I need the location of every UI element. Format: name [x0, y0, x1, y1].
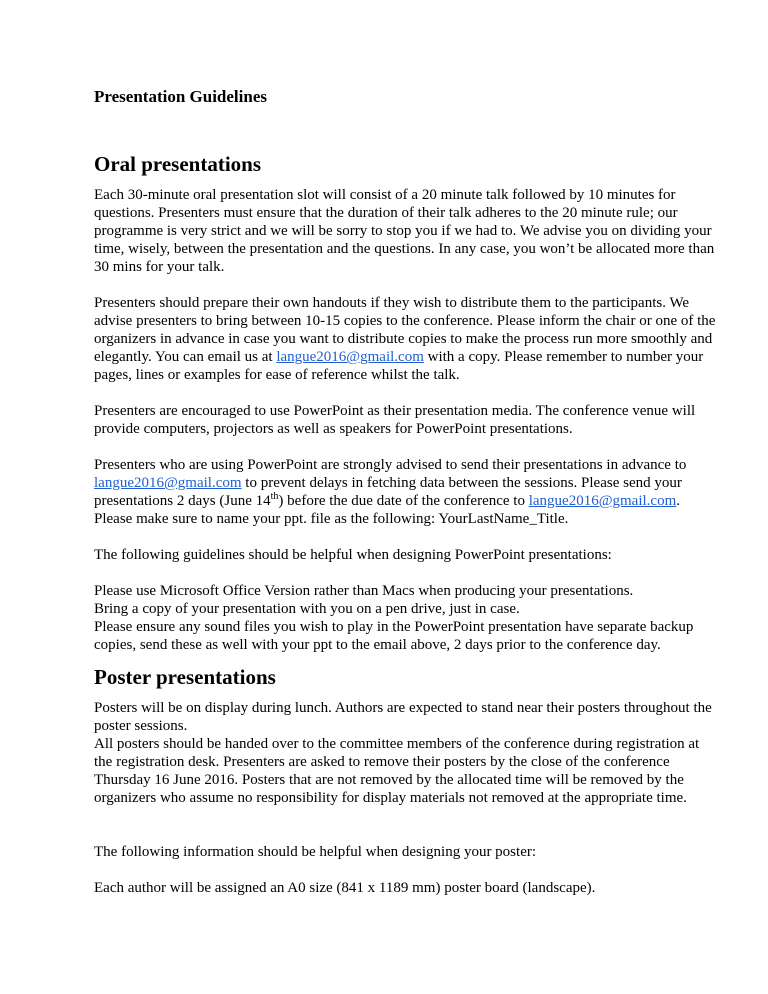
oral-paragraph-guidelines-intro: The following guidelines should be helpful when designing PowerPoint presentations:: [94, 547, 612, 563]
oral-paragraph-handouts: [94, 294, 718, 384]
poster-paragraph-design-intro: The following information should be helpful when designing your poster:: [94, 844, 537, 860]
handouts-text-before: Presenters should prepare their own handouts if they wish to distribute them to the participants. We advise presenters to bring between 10-15 copies to the conference. Please inform the chair or one of the organizers in advance in case you want to distribute copies to make the process run more smoothly and elegantly. You can email us at: [94, 295, 716, 365]
guideline-item-sound-files: Please ensure any sound files you wish to play in the PowerPoint presentation have separate backup copies, send these as well with your ppt to the email above, 2 days prior to the conference day.: [94, 619, 694, 653]
oral-paragraph-send-presentations: [94, 456, 718, 528]
send-text-d: . Please make sure to name your ppt. file as the following: YourLastName_Title.: [94, 493, 681, 527]
oral-paragraph-powerpoint: Presenters are encouraged to use PowerPoint as their presentation media. The conference venue will provide computers, projectors as well as speakers for PowerPoint presentations.: [94, 403, 696, 437]
email-link-advance[interactable]: langue2016@gmail.com: [94, 475, 242, 491]
oral-presentations-heading: Oral presentations: [94, 152, 262, 176]
email-link-due-date[interactable]: langue2016@gmail.com: [528, 493, 677, 509]
send-text-c: ) before the due date of the conference to: [278, 493, 529, 509]
send-text-b: to prevent delays in fetching data between the sessions. Please send your presentations 2 days (June 14: [94, 475, 682, 509]
guideline-item-pen-drive: Bring a copy of your presentation with you on a pen drive, just in case.: [94, 601, 520, 617]
email-link-handouts[interactable]: langue2016@gmail.com: [276, 349, 424, 365]
poster-presentations-heading: Poster presentations: [94, 665, 276, 689]
poster-paragraph-board-size: Each author will be assigned an A0 size (841 x 1189 mm) poster board (landscape).: [94, 880, 596, 896]
guideline-item-microsoft-office: Please use Microsoft Office Version rather than Macs when producing your presentations.: [94, 583, 634, 599]
send-text-a: Presenters who are using PowerPoint are strongly advised to send their presentations in advance to: [94, 457, 687, 473]
document-title: Presentation Guidelines: [94, 87, 267, 106]
poster-paragraph-handover: All posters should be handed over to the committee members of the conference during registration at the registration desk. Presenters are asked to remove their posters by the close of the conference Thursday 16 June 2016. Posters that are not removed by the allocated time will be removed by the organizers who assume no responsibility for display materials not removed at the appropriate time.: [94, 736, 700, 806]
document-page: [94, 86, 718, 915]
oral-paragraph-duration: Each 30-minute oral presentation slot will consist of a 20 minute talk followed by 10 minutes for questions. Presenters must ensure that the duration of their talk adheres to the 20 minute rule; our programme is very strict and we will be sorry to stop you if we had to. We advise you on dividing your time, wisely, between the presentation and the questions. In any case, you won’t be allocated more than 30 mins for your talk.: [94, 187, 715, 275]
handouts-text-after: with a copy. Please remember to number your pages, lines or examples for ease of reference whilst the talk.: [94, 349, 704, 383]
superscript-th: th: [270, 491, 279, 502]
poster-paragraph-display: Posters will be on display during lunch. Authors are expected to stand near their posters throughout the poster sessions.: [94, 700, 712, 734]
